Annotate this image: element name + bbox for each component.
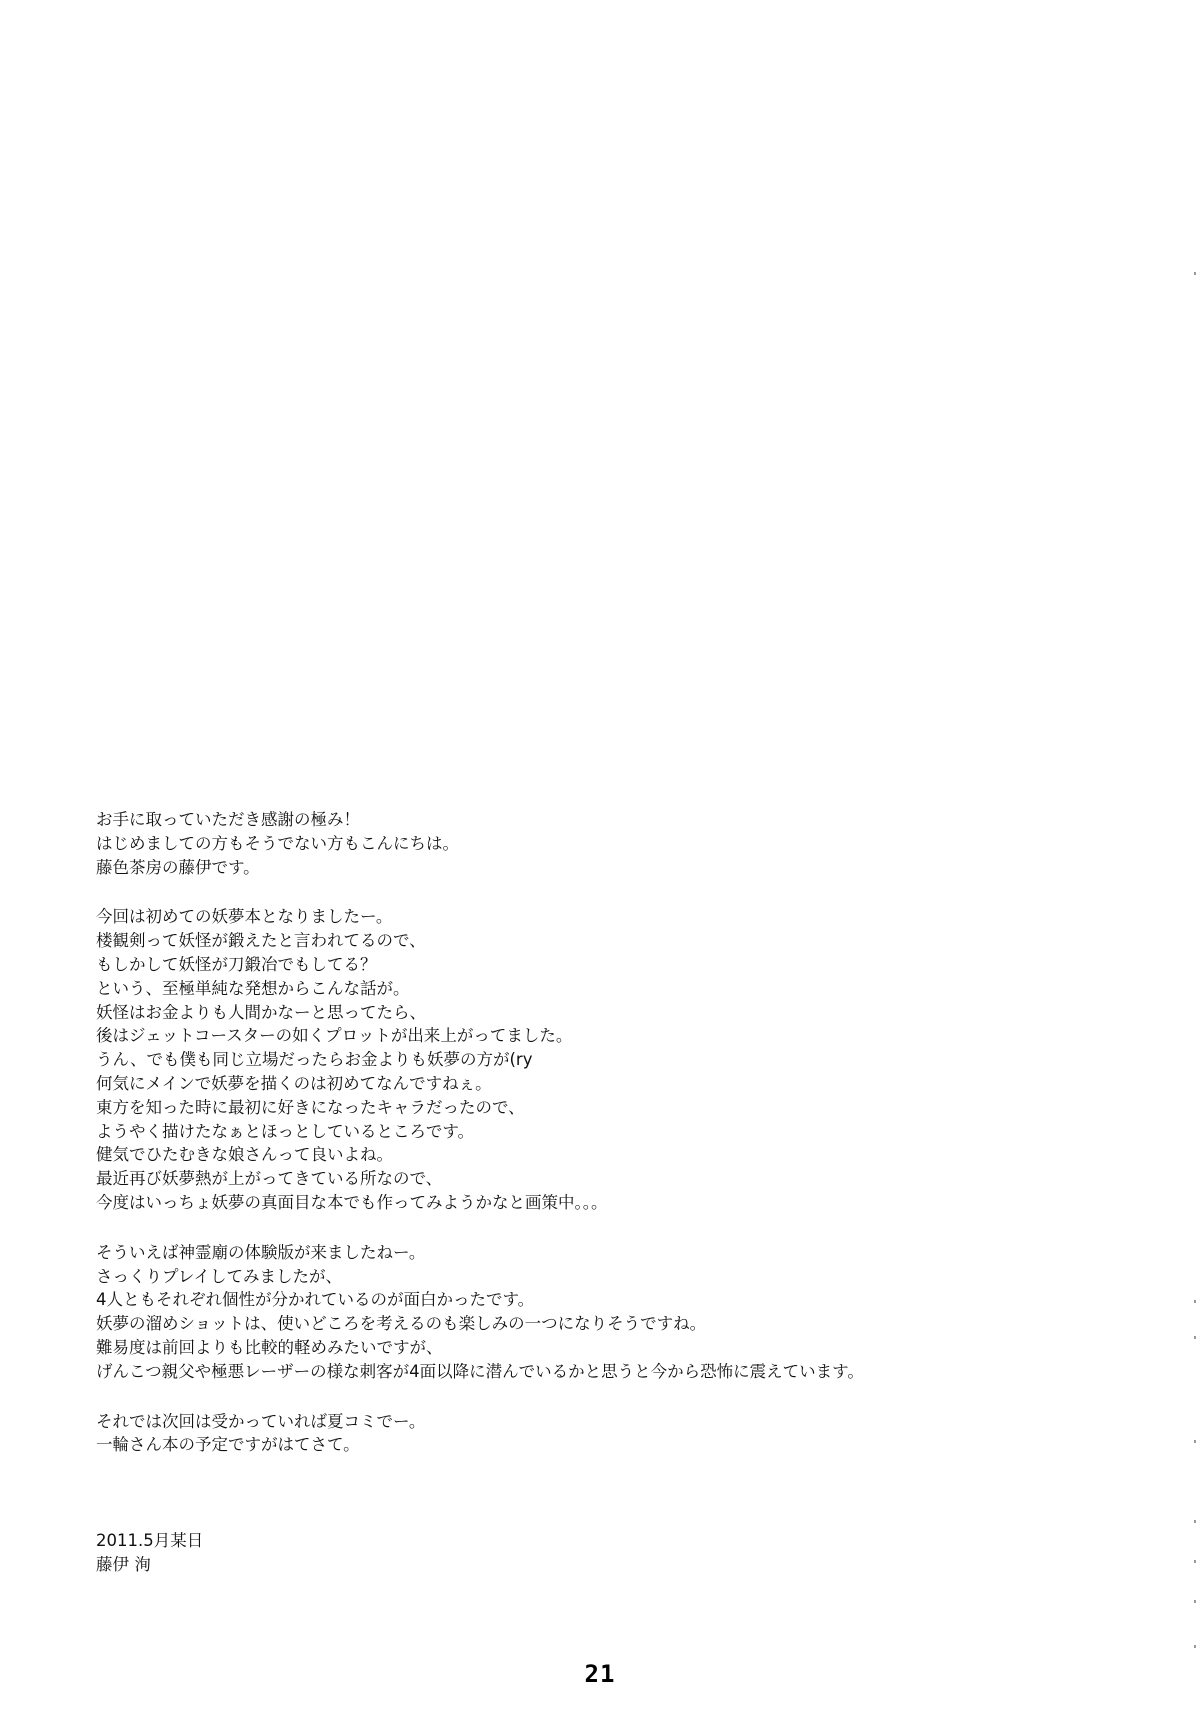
text-line: という、至極単純な発想からこんな話が。 xyxy=(96,978,410,998)
text-line: 4人ともそれぞれ個性が分かれているのが面白かったです。 xyxy=(96,1290,535,1310)
text-line: ようやく描けたなぁとほっとしているところです。 xyxy=(96,1121,475,1141)
author-name: 藤伊 洵 xyxy=(96,1554,151,1574)
text-line: 今度はいっちょ妖夢の真面目な本でも作ってみようかなと画策中。。。 xyxy=(96,1192,608,1212)
signature-block xyxy=(96,1529,1156,1577)
scan-edge-mark xyxy=(1194,1600,1196,1603)
text-line: 今回は初めての妖夢本となりましたー。 xyxy=(96,907,393,927)
text-line: 健気でひたむきな娘さんって良いよね。 xyxy=(96,1145,393,1165)
text-line: 楼観剣って妖怪が鍛えたと言われてるので、 xyxy=(96,931,426,951)
greeting-paragraph xyxy=(96,808,1156,879)
text-line: 妖怪はお金よりも人間かなーと思ってたら、 xyxy=(96,1002,426,1022)
text-line: もしかして妖怪が刀鍛冶でもしてる？ xyxy=(96,954,377,974)
afterword xyxy=(96,808,1156,1577)
text-line: それでは次回は受かっていれば夏コミでー。 xyxy=(96,1411,426,1431)
story-paragraph xyxy=(96,905,1156,1214)
text-line: 東方を知った時に最初に好きになったキャラだったので、 xyxy=(96,1097,525,1117)
text-line: 後はジェットコースターの如くプロットが出来上がってました。 xyxy=(96,1026,573,1046)
scan-edge-mark xyxy=(1194,1560,1196,1563)
scan-edge-mark xyxy=(1194,1645,1196,1648)
date: 2011.5月某日 xyxy=(96,1531,204,1551)
scan-edge-mark xyxy=(1194,1520,1196,1523)
text-line: さっくりプレイしてみましたが、 xyxy=(96,1266,343,1286)
text-line: そういえば神霊廟の体験版が来ましたねー。 xyxy=(96,1242,426,1262)
text-line: 難易度は前回よりも比較的軽めみたいですが、 xyxy=(96,1337,443,1357)
text-line: はじめましての方もそうでない方もこんにちは。 xyxy=(96,833,459,853)
scan-edge-mark xyxy=(1194,1336,1196,1339)
closing-paragraph xyxy=(96,1410,1156,1458)
text-line: 最近再び妖夢熱が上がってきている所なので、 xyxy=(96,1169,443,1189)
text-line: げんこつ親父や極悪レーザーの様な刺客が4面以降に潜んでいるかと思うと今から恐怖に震えています。 xyxy=(96,1361,864,1381)
text-line: 妖夢の溜めショットは、使いどころを考えるのも楽しみの一つになりそうですね。 xyxy=(96,1314,707,1334)
game-paragraph xyxy=(96,1241,1156,1384)
text-line: 何気にメインで妖夢を描くのは初めてなんですねぇ。 xyxy=(96,1073,492,1093)
text-line: 藤色茶房の藤伊です。 xyxy=(96,857,260,877)
scan-edge-mark xyxy=(1194,1440,1196,1443)
page-number: 21 xyxy=(584,1660,616,1688)
scan-edge-mark xyxy=(1194,1300,1196,1303)
scan-edge-mark xyxy=(1194,272,1196,275)
text-line: うん、でも僕も同じ立場だったらお金よりも妖夢の方が(ry xyxy=(96,1050,533,1070)
text-line: お手に取っていただき感謝の極み！ xyxy=(96,810,360,829)
text-line: 一輪さん本の予定ですがはてさて。 xyxy=(96,1435,360,1455)
